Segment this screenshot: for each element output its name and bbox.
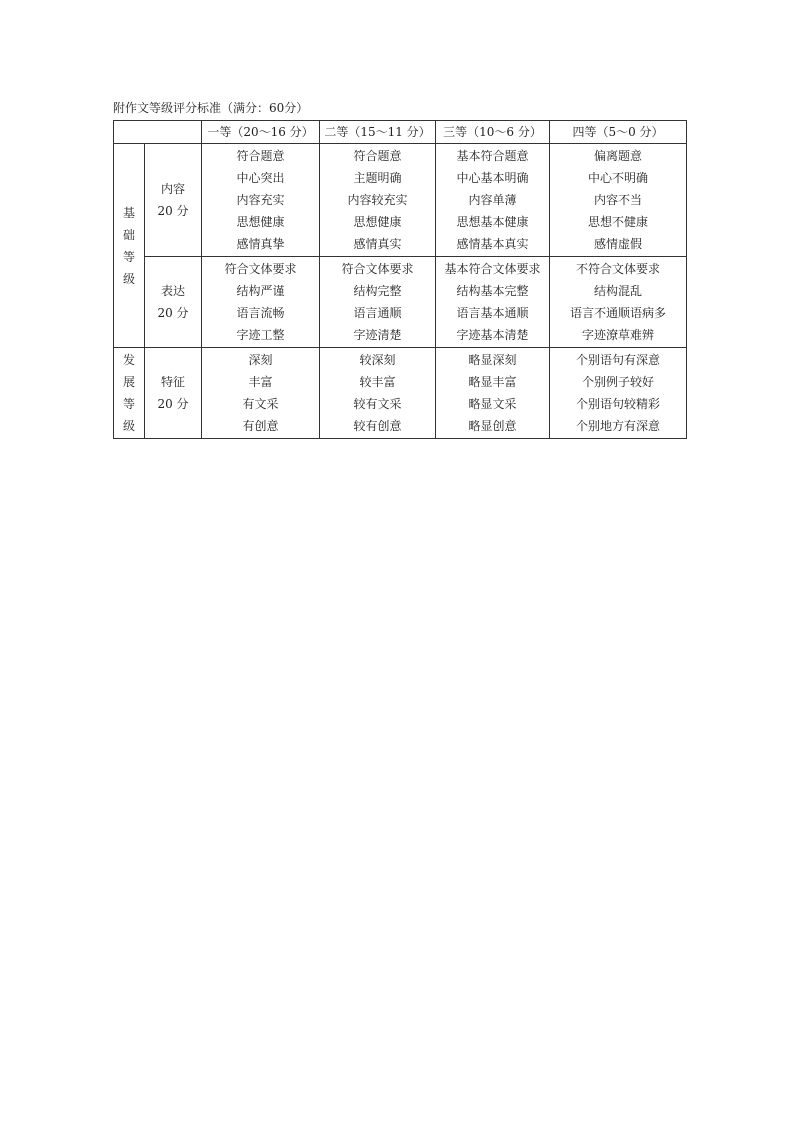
criterion-line: 思想基本健康 <box>456 215 529 229</box>
expression-grade-4-cell <box>550 257 687 348</box>
criterion-line: 较深刻 <box>359 353 396 367</box>
criterion-line: 较丰富 <box>359 375 396 389</box>
criterion-line: 基本符合文体要求 <box>444 262 541 276</box>
criterion-line: 结构基本完整 <box>456 284 529 298</box>
expression-grade-3-lines <box>436 257 549 347</box>
criterion-line: 符合文体要求 <box>224 262 297 276</box>
criterion-line: 较有文采 <box>353 397 402 411</box>
content-grade-4-cell <box>550 144 687 257</box>
criterion-line: 中心突出 <box>236 171 285 185</box>
criterion-line: 较有创意 <box>353 419 402 433</box>
criterion-line: 内容不当 <box>593 193 642 207</box>
criterion-line: 思想健康 <box>353 215 402 229</box>
feature-grade-4-lines <box>550 348 686 438</box>
criterion-line: 中心基本明确 <box>456 171 529 185</box>
criterion-line: 不符合文体要求 <box>575 262 660 276</box>
criterion-line: 语言基本通顺 <box>456 306 529 320</box>
criterion-line: 略显深刻 <box>468 353 517 367</box>
content-grade-1-cell <box>202 144 320 257</box>
criterion-line: 内容较充实 <box>347 193 408 207</box>
expression-score: 20 分 <box>157 306 189 320</box>
criterion-line: 感情真实 <box>353 237 402 251</box>
content-label: 内容 <box>160 182 185 196</box>
expression-row <box>114 257 687 348</box>
criterion-line: 思想健康 <box>236 215 285 229</box>
basic-level-label: 基础等级 <box>122 205 135 286</box>
feature-grade-1-cell <box>202 348 320 439</box>
criterion-line: 内容充实 <box>236 193 285 207</box>
criterion-line: 字迹基本清楚 <box>456 328 529 342</box>
content-score: 20 分 <box>157 204 189 218</box>
feature-grade-2-lines <box>320 348 435 438</box>
feature-grade-3-lines <box>436 348 549 438</box>
feature-grade-1-lines <box>202 348 319 438</box>
criterion-line: 深刻 <box>248 353 273 367</box>
criterion-line: 语言流畅 <box>236 306 285 320</box>
feature-grade-3-cell <box>436 348 550 439</box>
criterion-line: 略显丰富 <box>468 375 517 389</box>
expression-grade-3-cell <box>436 257 550 348</box>
feature-row <box>114 348 687 439</box>
feature-grade-4-cell <box>550 348 687 439</box>
criterion-line: 内容单薄 <box>468 193 517 207</box>
content-grade-3-cell <box>436 144 550 257</box>
header-grade-3: 三等（10～6 分） <box>436 121 550 144</box>
content-row <box>114 144 687 257</box>
header-row <box>114 121 687 144</box>
criterion-line: 感情真挚 <box>236 237 285 251</box>
criterion-line: 符合题意 <box>353 149 402 163</box>
criterion-line: 个别地方有深意 <box>575 419 660 433</box>
criterion-line: 语言通顺 <box>353 306 402 320</box>
content-grade-4-lines <box>550 144 686 256</box>
expression-label-cell <box>145 257 202 348</box>
feature-score: 20 分 <box>157 397 189 411</box>
criterion-line: 语言不通顺语病多 <box>569 306 666 320</box>
feature-label-cell <box>145 348 202 439</box>
development-level-label-cell <box>114 348 145 439</box>
content-grade-2-cell <box>320 144 436 257</box>
header-grade-4: 四等（5～0 分） <box>550 121 687 144</box>
table-caption: 附作文等级评分标准（满分：60分） <box>113 101 309 115</box>
criterion-line: 思想不健康 <box>587 215 648 229</box>
content-grade-3-lines <box>436 144 549 256</box>
criterion-line: 个别语句较精彩 <box>575 397 660 411</box>
content-grade-2-lines <box>320 144 435 256</box>
expression-grade-4-lines <box>550 257 686 347</box>
content-grade-1-lines <box>202 144 319 256</box>
expression-grade-1-cell <box>202 257 320 348</box>
criterion-line: 个别例子较好 <box>581 375 654 389</box>
feature-grade-2-cell <box>320 348 436 439</box>
criterion-line: 符合文体要求 <box>341 262 414 276</box>
development-level-label: 发展等级 <box>122 353 135 433</box>
criterion-line: 略显文采 <box>468 397 517 411</box>
basic-level-label-cell <box>114 144 145 348</box>
criterion-line: 结构严谨 <box>236 284 285 298</box>
criterion-line: 偏离题意 <box>593 149 642 163</box>
header-grade-1: 一等（20～16 分） <box>202 121 320 144</box>
feature-label: 特征 <box>160 375 185 389</box>
criterion-line: 主题明确 <box>353 171 402 185</box>
criterion-line: 有文采 <box>242 397 279 411</box>
criterion-line: 个别语句有深意 <box>575 353 660 367</box>
grading-rubric-table <box>113 120 687 439</box>
criterion-line: 符合题意 <box>236 149 285 163</box>
criterion-line: 字迹潦草难辨 <box>581 328 654 342</box>
expression-grade-2-cell <box>320 257 436 348</box>
criterion-line: 感情基本真实 <box>456 237 529 251</box>
criterion-line: 有创意 <box>242 419 279 433</box>
criterion-line: 结构混乱 <box>593 284 642 298</box>
criterion-line: 丰富 <box>248 375 273 389</box>
criterion-line: 基本符合题意 <box>456 149 529 163</box>
expression-label: 表达 <box>160 284 185 298</box>
criterion-line: 感情虚假 <box>593 237 642 251</box>
header-blank-cell <box>114 121 202 144</box>
content-label-cell <box>145 144 202 257</box>
criterion-line: 字迹清楚 <box>353 328 402 342</box>
criterion-line: 略显创意 <box>468 419 517 433</box>
expression-grade-2-lines <box>320 257 435 347</box>
criterion-line: 结构完整 <box>353 284 402 298</box>
header-grade-2: 二等（15～11 分） <box>320 121 436 144</box>
criterion-line: 中心不明确 <box>587 171 648 185</box>
expression-grade-1-lines <box>202 257 319 347</box>
criterion-line: 字迹工整 <box>236 328 285 342</box>
